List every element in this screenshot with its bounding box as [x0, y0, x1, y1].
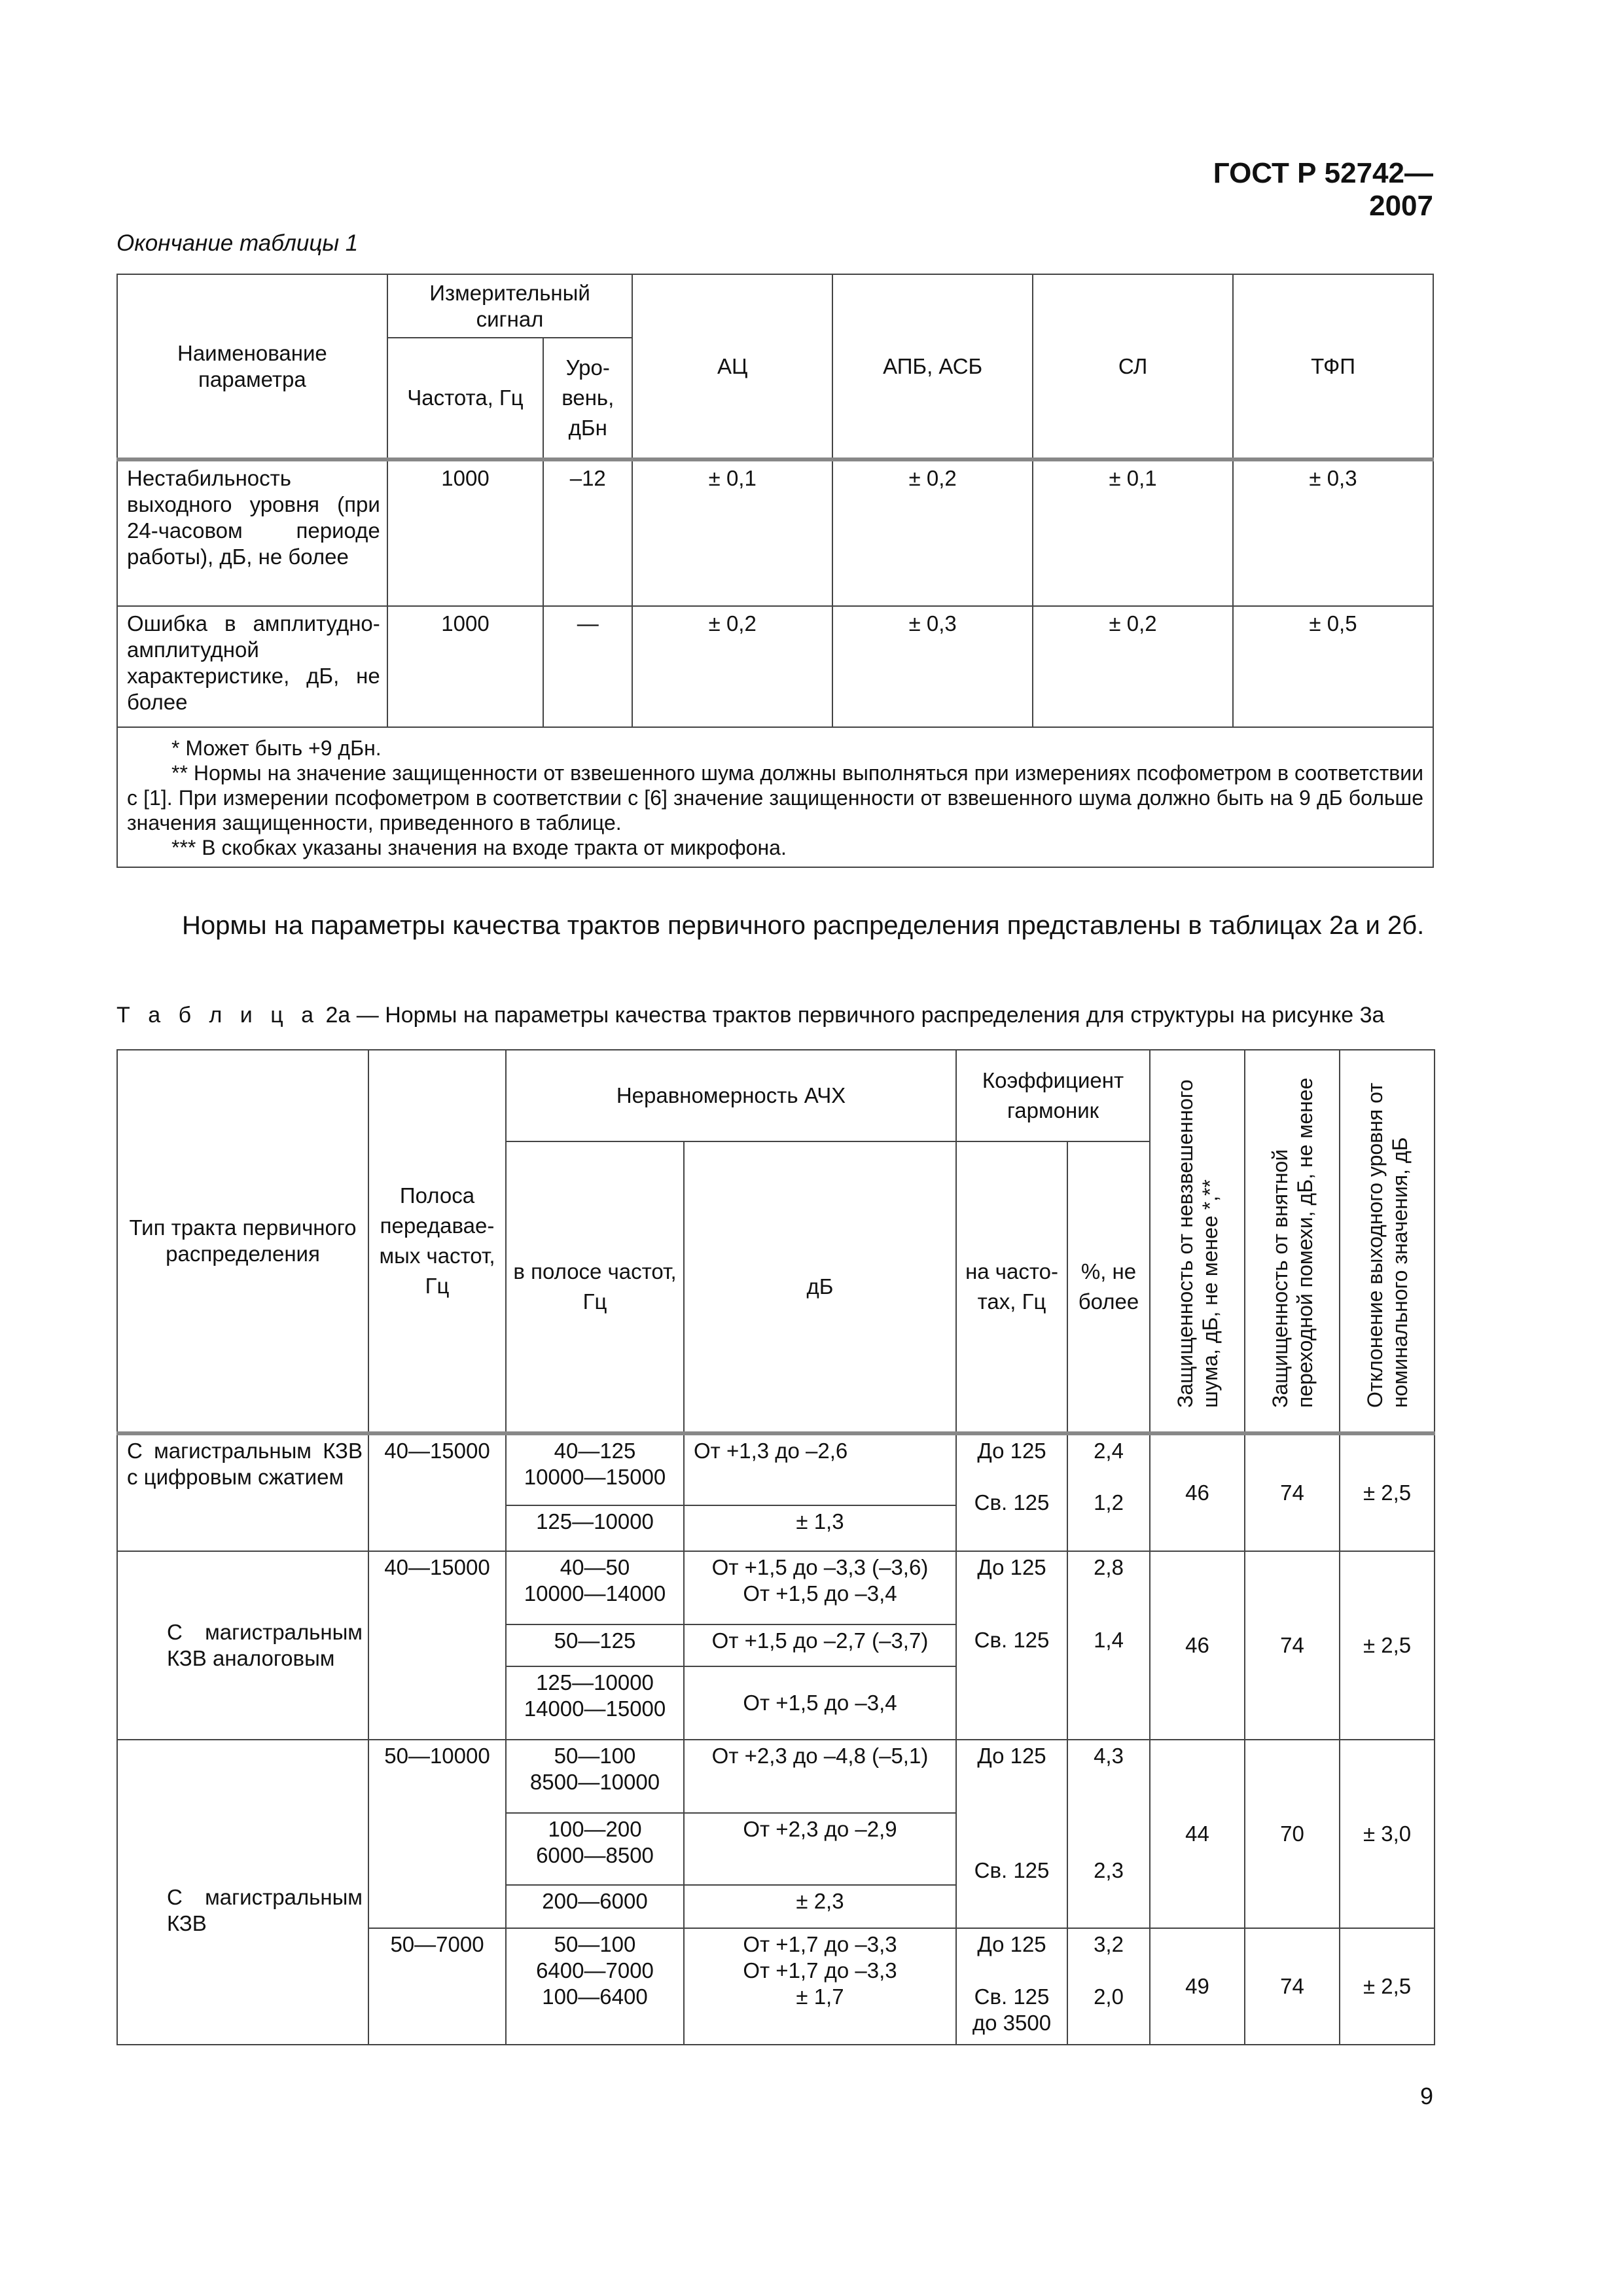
cell-freq: 50—125 [506, 1624, 684, 1666]
cell-unweighted: 46 [1150, 1551, 1245, 1740]
cell-frequency: 1000 [387, 606, 543, 727]
cell-db: От +1,5 до –2,7 (–3,7) [684, 1624, 956, 1666]
cell-harm-pct: 2,3 [1067, 1813, 1150, 1928]
header-db: дБ [684, 1141, 956, 1433]
cell-harm-freq: До 125 [956, 1551, 1067, 1624]
cell-db: От +2,3 до –2,9 [684, 1813, 956, 1885]
cell-unweighted: 44 [1150, 1740, 1245, 1928]
cell-freq: 200—6000 [506, 1885, 684, 1928]
cell-harm-freq: Св. 125 [956, 1813, 1067, 1928]
table1 [116, 274, 1434, 868]
cell-harm-freq: До 125 [956, 1433, 1067, 1505]
header-deviation: Отклонение выходного уровня от номинального значения, дБ [1340, 1050, 1435, 1433]
cell-freq: 50—100 8500—10000 [506, 1740, 684, 1813]
cell-freq: 100—200 6000—8500 [506, 1813, 684, 1885]
notes-row [117, 727, 1433, 867]
header-unweighted-noise: Защищенность от невзвешенного шума, дБ, не менее *,** [1150, 1050, 1245, 1433]
cell-apb: ± 0,3 [832, 606, 1033, 727]
table-row [117, 606, 1433, 727]
cell-ac: ± 0,2 [632, 606, 832, 727]
cell-sl: ± 0,1 [1033, 459, 1233, 606]
cell-freq: 40—50 10000—14000 [506, 1551, 684, 1624]
row-name: Ошибка в амплитудно-амплитудной характеристике, дБ, не более [117, 606, 387, 727]
cell-harm-freq: Св. 125 [956, 1505, 1067, 1551]
header-param-name: Наименование параметра [117, 274, 387, 459]
cell-unweighted: 46 [1150, 1433, 1245, 1551]
cell-harm-freq: До 125 [956, 1740, 1067, 1813]
cell-apb: ± 0,2 [832, 459, 1033, 606]
cell-unweighted: 49 [1150, 1928, 1245, 2045]
cell-db: От +1,5 до –3,4 [684, 1666, 956, 1740]
header-type: Тип тракта первичного распределения [117, 1050, 368, 1433]
note: *** В скобках указаны значения на входе тракта от микрофона. [171, 836, 787, 859]
header-percent: %, не более [1067, 1141, 1150, 1433]
header-harmonics: Коэффициент гармоник [956, 1050, 1150, 1141]
table-row [117, 1740, 1435, 1813]
cell-db: ± 2,3 [684, 1885, 956, 1928]
cell-db: От +1,3 до –2,6 [684, 1433, 956, 1505]
cell-db: От +2,3 до –4,8 (–5,1) [684, 1740, 956, 1813]
standard-code: ГОСТ Р 52742—2007 [1213, 157, 1433, 222]
page-number: 9 [1419, 2083, 1433, 2109]
header-level: Уро- вень, дБн [543, 338, 632, 459]
cell-band: 40—15000 [368, 1551, 506, 1740]
cell-type: С магистральным КЗВ аналоговым [117, 1551, 368, 1740]
table2-caption-label: Т а б л и ц а [116, 1003, 320, 1028]
cell-deviation: ± 3,0 [1340, 1740, 1435, 1928]
cell-freq: 125—10000 [506, 1505, 684, 1551]
note: ** Нормы на значение защищенности от взвешенного шума должны выполняться при измерениях псофометром в соответствии с [1]. При измерении псофометром в соответствии с [6] значение защищенности от взвешенного шума должно быть на 9 дБ больше значения защищенности, приведенного в таблице. [127, 761, 1423, 834]
cell-harm-pct: 2,4 [1067, 1433, 1150, 1505]
note: * Может быть +9 дБн. [171, 736, 382, 760]
cell-sl: ± 0,2 [1033, 606, 1233, 727]
cell-crosstalk: 70 [1245, 1740, 1340, 1928]
cell-type: С магистральным КЗВ [117, 1740, 368, 2045]
cell-type: С магистральным КЗВ с цифровым сжатием [117, 1433, 368, 1551]
table2a [116, 1049, 1435, 2045]
cell-band: 50—10000 [368, 1740, 506, 1928]
header-tfp: ТФП [1233, 274, 1433, 459]
table-row [117, 1551, 1435, 1624]
cell-freq: 125—10000 14000—15000 [506, 1666, 684, 1740]
cell-db: От +1,7 до –3,3 От +1,7 до –3,3 ± 1,7 [684, 1928, 956, 2045]
cell-level: — [543, 606, 632, 727]
header-sl: СЛ [1033, 274, 1233, 459]
cell-frequency: 1000 [387, 459, 543, 606]
cell-freq: 50—100 6400—7000 100—6400 [506, 1928, 684, 2045]
cell-harm-pct: 2,8 [1067, 1551, 1150, 1624]
cell-deviation: ± 2,5 [1340, 1551, 1435, 1740]
cell-tfp: ± 0,3 [1233, 459, 1433, 606]
table-row [117, 459, 1433, 606]
cell-tfp: ± 0,5 [1233, 606, 1433, 727]
cell-harm-pct: 1,2 [1067, 1505, 1150, 1551]
table1-notes [117, 727, 1433, 867]
row-name: Нестабильность выходного уровня (при 24-часовом периоде работы), дБ, не более [117, 459, 387, 606]
cell-crosstalk: 74 [1245, 1928, 1340, 2045]
header-at-freq: на часто-тах, Гц [956, 1141, 1067, 1433]
header-apb: АПБ, АСБ [832, 274, 1033, 459]
cell-harm-pct: 1,4 [1067, 1624, 1150, 1740]
cell-db: От +1,5 до –3,3 (–3,6) От +1,5 до –3,4 [684, 1551, 956, 1624]
cell-harm-pct: 3,2 2,0 [1067, 1928, 1150, 2045]
cell-deviation: ± 2,5 [1340, 1928, 1435, 2045]
cell-band: 40—15000 [368, 1433, 506, 1551]
cell-crosstalk: 74 [1245, 1551, 1340, 1740]
header-afc: Неравномерность АЧХ [506, 1050, 956, 1141]
header-signal-group: Измерительный сигнал [387, 274, 633, 338]
cell-level: –12 [543, 459, 632, 606]
cell-harm-freq: До 125 Св. 125 до 3500 [956, 1928, 1067, 2045]
header-crosstalk: Защищенность от внятной переходной помехи, дБ, не менее [1245, 1050, 1340, 1433]
header-frequency: Частота, Гц [387, 338, 543, 459]
table2-caption [116, 1003, 1434, 1028]
header-in-band: в полосе частот, Гц [506, 1141, 684, 1433]
body-paragraph: Нормы на параметры качества трактов первичного распределения представлены в таблицах 2а и 2б. [182, 911, 1425, 940]
cell-band: 50—7000 [368, 1928, 506, 2045]
cell-harm-pct: 4,3 [1067, 1740, 1150, 1813]
cell-freq: 40—125 10000—15000 [506, 1433, 684, 1505]
cell-harm-freq: Св. 125 [956, 1624, 1067, 1740]
cell-deviation: ± 2,5 [1340, 1433, 1435, 1551]
table2-caption-text: 2а — Нормы на параметры качества трактов первичного распределения для структуры на рисунке 3а [319, 1003, 1385, 1028]
table1-caption: Окончание таблицы 1 [116, 230, 359, 256]
cell-crosstalk: 74 [1245, 1433, 1340, 1551]
cell-db: ± 1,3 [684, 1505, 956, 1551]
cell-ac: ± 0,1 [632, 459, 832, 606]
header-ac: АЦ [632, 274, 832, 459]
header-band: Полоса передавае-мых частот, Гц [368, 1050, 506, 1433]
table-row [117, 1433, 1435, 1505]
